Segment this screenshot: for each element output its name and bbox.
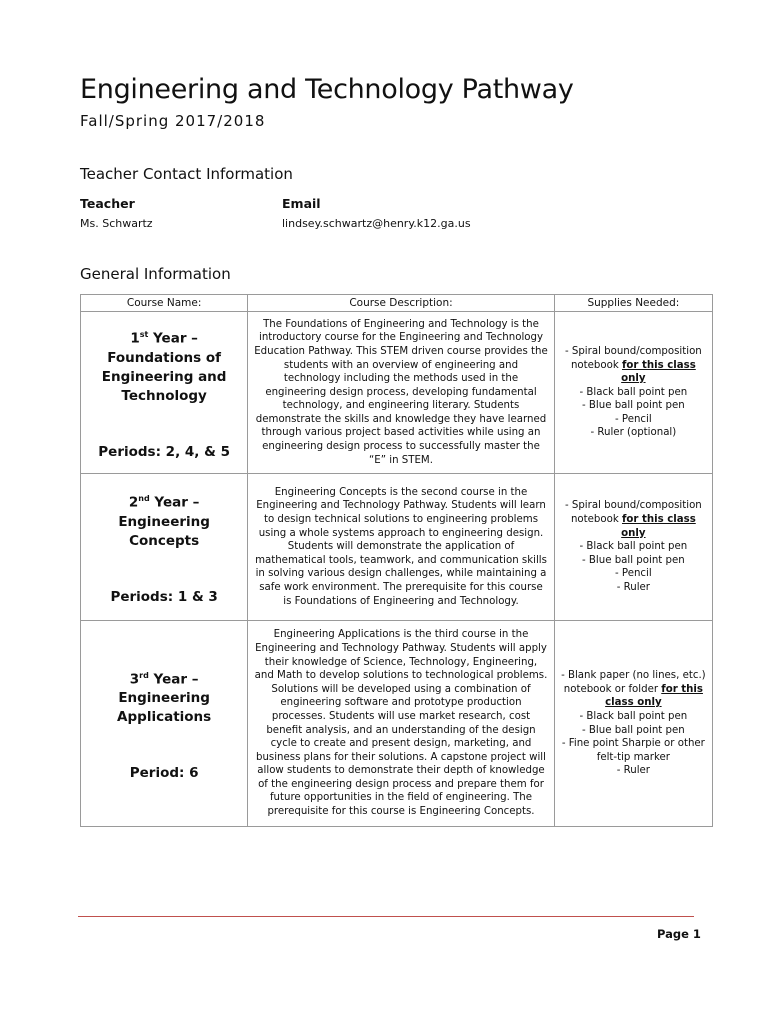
- supply-text: - Pencil: [615, 568, 652, 580]
- supply-item: [559, 554, 708, 568]
- course-description: Engineering Concepts is the second course in the Engineering and Technology Pathway. Students will learn to design technical solutions to engineering problems using a whole systems approach to engineering design. Students will demonstrate the application of mathematical tools, teamwork, and communication skills in solving various design challenges, while maintaining a safe work environment. The prerequisite for this course is Foundations of Engineering and Technology.: [248, 474, 554, 621]
- supplies-list: [559, 669, 708, 778]
- supply-text: - Black ball point pen: [579, 386, 688, 398]
- supply-item: [559, 581, 708, 595]
- course-name-cell: [81, 474, 248, 621]
- supply-emphasis: for this class only: [621, 359, 696, 385]
- supply-text: - Black ball point pen: [579, 541, 688, 553]
- supply-text: - Blue ball point pen: [582, 400, 685, 412]
- supply-text: - Spiral bound/composition notebook: [564, 500, 702, 526]
- supplies-cell: [554, 312, 712, 474]
- supply-item: [559, 724, 708, 738]
- course-table: [80, 294, 713, 827]
- supply-item: [559, 540, 708, 554]
- supply-item: [559, 499, 708, 540]
- course-periods: Periods: 2, 4, & 5: [98, 443, 230, 460]
- document-title: Engineering and Technology Pathway: [80, 74, 574, 105]
- supplies-list: [559, 499, 708, 594]
- supply-item: [559, 345, 708, 386]
- supply-text: - Ruler (optional): [590, 427, 677, 439]
- course-ordinal: 2: [128, 494, 139, 511]
- course-title: Year – Engineering Applications: [117, 671, 212, 726]
- supply-text: - Ruler: [616, 765, 650, 777]
- supply-text: - Fine point Sharpie or other felt-tip marker: [561, 738, 705, 763]
- course-name: [81, 489, 247, 551]
- supply-item: [559, 567, 708, 581]
- supply-item: [559, 710, 708, 724]
- supply-emphasis: for this class only: [605, 683, 703, 709]
- supply-item: [559, 764, 708, 778]
- supply-item: [559, 413, 708, 427]
- header-supplies-needed: Supplies Needed:: [554, 295, 712, 312]
- supplies-cell: [554, 621, 712, 827]
- footer-rule: [78, 916, 694, 917]
- supplies-list: [559, 345, 708, 440]
- teacher-name: Ms. Schwartz: [80, 217, 153, 230]
- supply-item: [559, 386, 708, 400]
- supply-emphasis: for this class only: [621, 514, 696, 539]
- course-ordinal: 1: [130, 330, 140, 347]
- supply-text: - Blank paper (no lines, etc.) notebook or folder: [561, 670, 706, 695]
- email-label: Email: [282, 196, 321, 211]
- supply-text: - Ruler: [616, 581, 650, 593]
- header-course-name: Course Name:: [81, 295, 248, 312]
- table-row: [81, 621, 713, 827]
- header-course-description: Course Description:: [248, 295, 554, 312]
- course-description: The Foundations of Engineering and Technology is the introductory course for the Engineering and Technology Education Pathway. This STEM driven course provides the students with an overview of engineering and technology including the methods used in the engineering design process, developing fundamental technology, and engineering literary. Students demonstrate the skills and knowledge they have learned through various project based activities while using an engineering design process to successfully master the “E” in STEM.: [248, 312, 554, 474]
- supplies-cell: [554, 474, 712, 621]
- supply-item: [559, 737, 708, 764]
- teacher-label: Teacher: [80, 196, 135, 211]
- supply-item: [559, 426, 708, 440]
- general-heading: General Information: [80, 265, 231, 283]
- course-ordinal-suffix: st: [139, 330, 149, 340]
- table-header-row: [81, 295, 713, 312]
- supply-item: [559, 669, 708, 710]
- course-title: Year – Foundations of Engineering and Technology: [101, 330, 227, 404]
- course-title: Year – Engineering Concepts: [118, 494, 210, 549]
- course-description: Engineering Applications is the third course in the Engineering and Technology Pathway. Students will apply their knowledge of Science, Technology, Engineering, and Math to develop solutions to technological problems. Solutions will be developed using a combination of engineering software and prototype production processes. Students will use market research, cost benefit analysis, and an understanding of the design cycle to create and present design, marketing, and business plans for their solutions. A capstone project will allow students to demonstrate their depth of knowledge of the engineering design process and prepare them for future opportunities in the field of engineering. The prerequisite for this course is Engineering Concepts.: [248, 621, 554, 827]
- course-ordinal: 3: [129, 671, 140, 688]
- supply-text: - Blue ball point pen: [582, 554, 685, 566]
- course-ordinal-suffix: nd: [138, 494, 150, 504]
- teacher-email: lindsey.schwartz@henry.k12.ga.us: [282, 217, 471, 230]
- page-number: Page 1: [657, 927, 701, 941]
- supply-text: - Blue ball point pen: [582, 724, 685, 736]
- contact-heading: Teacher Contact Information: [80, 165, 293, 183]
- course-periods: Periods: 1 & 3: [110, 588, 218, 605]
- table-row: [81, 312, 713, 474]
- course-name-cell: [81, 312, 248, 474]
- course-name: [81, 325, 247, 406]
- course-name-cell: [81, 621, 248, 827]
- document-subtitle: Fall/Spring 2017/2018: [80, 112, 266, 130]
- course-ordinal-suffix: rd: [139, 670, 149, 680]
- course-periods: Period: 6: [129, 765, 199, 782]
- supply-text: - Spiral bound/composition notebook: [564, 345, 702, 371]
- supply-text: - Black ball point pen: [579, 710, 688, 722]
- supply-text: - Pencil: [615, 413, 652, 425]
- course-name: [81, 666, 247, 728]
- supply-item: [559, 399, 708, 413]
- table-row: [81, 474, 713, 621]
